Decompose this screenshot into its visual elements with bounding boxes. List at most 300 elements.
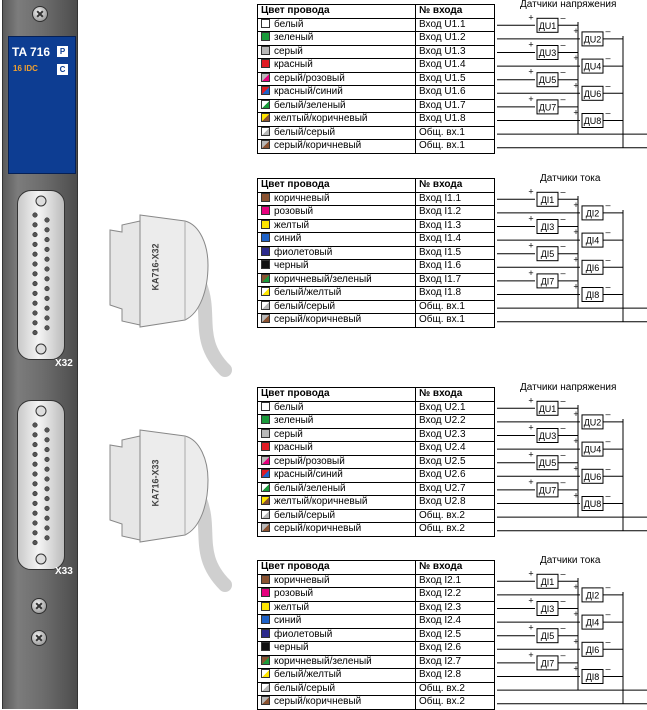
badge-p: P	[57, 46, 68, 57]
wire-color-label: белый/серый	[274, 682, 336, 694]
table-row	[258, 509, 495, 523]
sensor-label: ДU8	[583, 116, 602, 126]
table-row	[258, 260, 495, 274]
wire-color-swatch	[261, 127, 270, 136]
wire-color-label: серый/коричневый	[274, 696, 362, 708]
wire-color-swatch	[261, 59, 270, 68]
table-row	[258, 628, 495, 642]
cable-x32-drawing	[100, 205, 250, 375]
sensor-plus: +	[528, 93, 534, 104]
sensor-label: ДU7	[538, 102, 557, 113]
wire-color-label: желтый	[274, 601, 310, 613]
sensor-plus: +	[573, 107, 579, 118]
connector-pin	[33, 521, 38, 526]
wire-color-cell	[258, 287, 416, 301]
sensor-plus: +	[528, 186, 534, 197]
wire-color-cell	[258, 628, 416, 642]
sensor-minus: –	[560, 476, 566, 487]
header-wire-color: Цвет провода	[258, 179, 416, 193]
sensor-label: ДI3	[540, 604, 555, 614]
sensor-group-title: Датчики напряжения	[520, 0, 617, 10]
header-input-number: № входа	[416, 561, 495, 575]
sensor-minus: –	[605, 609, 611, 620]
input-number-cell: Вход U2.8	[416, 496, 495, 510]
sensor-plus: +	[528, 267, 534, 278]
connector-pin	[45, 477, 50, 482]
connector-pin	[33, 452, 38, 457]
connector-pin	[45, 457, 50, 462]
table-row	[258, 273, 495, 287]
connector-pin	[33, 242, 38, 247]
mounting-hole	[36, 196, 46, 206]
wire-color-cell	[258, 140, 416, 154]
wire-color-label: желтый/коричневый	[274, 113, 368, 125]
connector-pin	[33, 291, 38, 296]
wire-color-label: синий	[274, 233, 302, 245]
input-number-cell: Вход U1.2	[416, 32, 495, 46]
table-row	[258, 428, 495, 442]
sensor-plus: +	[528, 12, 534, 23]
connector-pin	[33, 531, 38, 536]
wire-color-cell	[258, 59, 416, 73]
sensor-minus: –	[605, 80, 611, 91]
wire-color-swatch	[261, 193, 270, 202]
wire-color-cell	[258, 233, 416, 247]
input-number-cell: Вход U1.6	[416, 86, 495, 100]
sensor-minus: –	[605, 636, 611, 647]
connector-pin	[45, 438, 50, 443]
wire-color-label: желтый	[274, 219, 310, 231]
connector-pin	[33, 272, 38, 277]
wire-color-label: белый	[274, 18, 304, 30]
wire-color-label: белый/серый	[274, 509, 336, 521]
sensor-minus: –	[560, 595, 566, 606]
sensor-label: ДU2	[583, 417, 602, 428]
connector-pin	[45, 536, 50, 541]
wire-color-cell	[258, 246, 416, 260]
sensor-label: ДI3	[540, 222, 555, 232]
wire-color-cell	[258, 469, 416, 483]
wire-color-swatch	[261, 602, 270, 611]
sensor-minus: –	[560, 649, 566, 660]
connector-pin	[33, 423, 38, 428]
sensor-group-title: Датчики напряжения	[520, 382, 617, 393]
input-number-cell: Вход I1.3	[416, 219, 495, 233]
sensor-minus: –	[605, 25, 611, 36]
connector-pin	[33, 311, 38, 316]
wire-color-swatch	[261, 32, 270, 41]
wire-color-label: коричневый/зеленый	[274, 273, 372, 285]
input-number-cell: Общ. вх.2	[416, 523, 495, 537]
sensor-label: ДU4	[583, 444, 602, 455]
wire-color-swatch	[261, 656, 270, 665]
wire-color-swatch	[261, 696, 270, 705]
wire-color-cell	[258, 86, 416, 100]
connector-pin	[33, 232, 38, 237]
sensor-plus: +	[528, 39, 534, 50]
sensor-minus: –	[605, 53, 611, 64]
header-input-number: № входа	[416, 179, 495, 193]
sensor-minus: –	[560, 93, 566, 104]
sensor-label: ДI2	[585, 590, 600, 601]
wire-color-swatch	[261, 415, 270, 424]
wire-color-cell	[258, 588, 416, 602]
sensor-wiring-diagram	[497, 560, 647, 710]
sensor-plus: +	[573, 663, 579, 674]
table-row	[258, 682, 495, 696]
sensor-label: ДU7	[538, 485, 557, 496]
input-number-cell: Вход I2.8	[416, 669, 495, 683]
input-number-cell: Вход U2.3	[416, 428, 495, 442]
sensor-label: ДI6	[585, 644, 600, 655]
sensor-minus: –	[605, 107, 611, 118]
input-number-cell: Вход U2.5	[416, 455, 495, 469]
wire-color-cell	[258, 415, 416, 429]
input-number-cell: Вход I2.2	[416, 588, 495, 602]
input-number-cell: Вход I2.4	[416, 615, 495, 629]
sensor-label: ДI7	[540, 658, 555, 669]
wire-color-label: серый	[274, 428, 303, 440]
input-number-cell: Общ. вх.2	[416, 696, 495, 710]
wire-color-cell	[258, 113, 416, 127]
wire-color-label: белый	[274, 401, 304, 413]
sensor-wiring-diagram	[497, 4, 647, 154]
connector-pin	[45, 228, 50, 233]
wire-color-cell	[258, 32, 416, 46]
wire-color-swatch	[261, 588, 270, 597]
input-number-cell: Вход I1.8	[416, 287, 495, 301]
connector-pin	[33, 511, 38, 516]
wire-color-cell	[258, 455, 416, 469]
sensor-minus: –	[605, 463, 611, 474]
wire-color-cell	[258, 642, 416, 656]
wire-color-cell	[258, 696, 416, 710]
wire-color-label: черный	[274, 260, 309, 272]
module-panel	[2, 0, 78, 709]
wire-color-label: фиолетовый	[274, 246, 333, 258]
table-row	[258, 615, 495, 629]
connector-pin	[33, 252, 38, 257]
wire-table	[257, 560, 495, 710]
connector-pin	[33, 433, 38, 438]
input-number-cell: Вход U1.5	[416, 72, 495, 86]
sensor-label: ДU2	[583, 34, 602, 45]
sensor-label: ДI1	[540, 194, 555, 205]
input-number-cell: Вход I2.3	[416, 601, 495, 615]
sensor-label: ДU8	[583, 499, 602, 509]
wire-color-cell	[258, 260, 416, 274]
wire-color-cell	[258, 273, 416, 287]
sensor-minus: –	[560, 186, 566, 197]
table-row	[258, 642, 495, 656]
cable-x33-label: KA716-X33	[150, 459, 161, 507]
wire-color-label: зеленый	[274, 415, 314, 427]
wire-color-swatch	[261, 615, 270, 624]
wire-color-label: коричневый	[274, 192, 330, 204]
sensor-plus: +	[573, 436, 579, 447]
wire-color-cell	[258, 314, 416, 328]
table-row	[258, 496, 495, 510]
wire-color-swatch	[261, 220, 270, 229]
input-number-cell: Общ. вх.1	[416, 314, 495, 328]
wire-color-label: белый/желтый	[274, 287, 342, 299]
sensor-minus: –	[560, 12, 566, 23]
sensor-wiring-diagram	[497, 387, 647, 537]
sensor-label: ДI6	[585, 262, 600, 273]
table-row	[258, 140, 495, 154]
sensor-plus: +	[573, 254, 579, 265]
connector-pin	[45, 237, 50, 242]
table-row	[258, 482, 495, 496]
connector-pin	[33, 482, 38, 487]
wire-color-cell	[258, 219, 416, 233]
wire-color-cell	[258, 428, 416, 442]
table-row	[258, 314, 495, 328]
wire-color-cell	[258, 655, 416, 669]
sensor-plus: +	[528, 649, 534, 660]
wire-color-cell	[258, 206, 416, 220]
sensor-minus: –	[560, 568, 566, 579]
wire-color-swatch	[261, 483, 270, 492]
wire-table	[257, 178, 495, 328]
input-number-cell: Общ. вх.1	[416, 126, 495, 140]
connector-pin	[45, 506, 50, 511]
sensor-label: ДI2	[585, 208, 600, 219]
wire-color-cell	[258, 99, 416, 113]
table-row	[258, 601, 495, 615]
wire-color-label: серый/коричневый	[274, 314, 362, 326]
table-row	[258, 696, 495, 710]
wire-table	[257, 387, 495, 537]
connector-pin	[45, 286, 50, 291]
sensor-minus: –	[560, 240, 566, 251]
wire-color-label: черный	[274, 642, 309, 654]
connector-pin	[33, 330, 38, 335]
input-number-cell: Вход I1.5	[416, 246, 495, 260]
table-row	[258, 233, 495, 247]
wire-color-label: серый/коричневый	[274, 140, 362, 152]
wire-color-cell	[258, 45, 416, 59]
input-number-cell: Вход U1.4	[416, 59, 495, 73]
wire-color-label: красный/синий	[274, 86, 343, 98]
cable-x33-drawing	[100, 420, 250, 590]
module-model: TA 716	[12, 45, 51, 59]
input-number-cell: Вход U2.4	[416, 442, 495, 456]
header-wire-color: Цвет провода	[258, 5, 416, 19]
sensor-plus: +	[573, 636, 579, 647]
input-number-cell: Вход I1.2	[416, 206, 495, 220]
connector-pin	[45, 487, 50, 492]
sensor-label: ДU6	[583, 471, 602, 482]
wire-color-swatch	[261, 429, 270, 438]
wire-color-cell	[258, 496, 416, 510]
sensor-plus: +	[528, 568, 534, 579]
table-row	[258, 455, 495, 469]
wire-color-label: белый/зеленый	[274, 99, 346, 111]
wire-color-swatch	[261, 274, 270, 283]
input-number-cell: Вход U2.1	[416, 401, 495, 415]
wire-color-swatch	[261, 140, 270, 149]
wire-color-label: серый/коричневый	[274, 523, 362, 535]
cable-x32-label: KA716-X32	[150, 243, 161, 291]
sensor-label: ДU1	[538, 20, 557, 31]
table-row	[258, 287, 495, 301]
sensor-minus: –	[605, 490, 611, 501]
table-header-row	[258, 179, 495, 193]
input-number-cell: Вход U2.7	[416, 482, 495, 496]
sensor-minus: –	[560, 267, 566, 278]
sensor-plus: +	[528, 622, 534, 633]
wire-color-label: белый/желтый	[274, 669, 342, 681]
table-row	[258, 99, 495, 113]
sensor-label: ДI4	[585, 617, 600, 628]
wire-color-label: зеленый	[274, 32, 314, 44]
connector-pin	[33, 442, 38, 447]
table-row	[258, 206, 495, 220]
table-row	[258, 246, 495, 260]
input-number-cell: Вход U2.6	[416, 469, 495, 483]
wire-color-label: желтый/коричневый	[274, 496, 368, 508]
sensor-minus: –	[605, 408, 611, 419]
connector-pin	[33, 491, 38, 496]
sensor-label: ДI8	[585, 290, 600, 300]
input-number-cell: Вход I2.7	[416, 655, 495, 669]
wire-color-swatch	[261, 113, 270, 122]
wire-color-cell	[258, 669, 416, 683]
sensor-label: ДI7	[540, 276, 555, 287]
input-number-cell: Вход I1.7	[416, 273, 495, 287]
wire-color-cell	[258, 18, 416, 32]
input-number-cell: Вход U2.2	[416, 415, 495, 429]
connector-pin	[33, 462, 38, 467]
wire-color-swatch	[261, 73, 270, 82]
sensor-plus: +	[573, 199, 579, 210]
sensor-minus: –	[605, 199, 611, 210]
sensor-minus: –	[605, 254, 611, 265]
wire-color-swatch	[261, 233, 270, 242]
connector-x33-pins	[18, 401, 64, 569]
connector-pin	[45, 218, 50, 223]
wire-color-label: синий	[274, 615, 302, 627]
wire-color-label: белый/серый	[274, 126, 336, 138]
connector-x33	[17, 400, 65, 570]
connector-pin	[33, 321, 38, 326]
table-header-row	[258, 388, 495, 402]
sensor-label: ДI1	[540, 576, 555, 587]
wire-color-cell	[258, 509, 416, 523]
table-row	[258, 86, 495, 100]
mounting-hole	[36, 554, 46, 564]
input-number-cell: Вход U1.1	[416, 18, 495, 32]
wire-color-label: розовый	[274, 206, 314, 218]
table-header-row	[258, 5, 495, 19]
wire-color-swatch	[261, 523, 270, 532]
sensor-minus: –	[605, 663, 611, 674]
wire-color-swatch	[261, 683, 270, 692]
wire-table	[257, 4, 495, 154]
sensor-minus: –	[605, 436, 611, 447]
input-number-cell: Общ. вх.1	[416, 140, 495, 154]
badge-c: C	[57, 64, 68, 75]
connector-pin	[33, 223, 38, 228]
screw-bottom	[31, 598, 47, 614]
table-row	[258, 32, 495, 46]
wire-color-swatch	[261, 402, 270, 411]
table-row	[258, 669, 495, 683]
input-number-cell: Вход I1.6	[416, 260, 495, 274]
sensor-plus: +	[528, 595, 534, 606]
wire-color-swatch	[261, 19, 270, 28]
wire-color-swatch	[261, 669, 270, 678]
connector-pin	[45, 467, 50, 472]
sensor-plus: +	[528, 449, 534, 460]
table-row	[258, 113, 495, 127]
sensor-wiring-diagram	[497, 178, 647, 328]
wire-color-swatch	[261, 510, 270, 519]
connector-x32-pins	[18, 191, 64, 359]
sensor-plus: +	[528, 395, 534, 406]
table-row	[258, 192, 495, 206]
table-row	[258, 18, 495, 32]
sensor-minus: –	[560, 449, 566, 460]
header-input-number: № входа	[416, 388, 495, 402]
header-wire-color: Цвет провода	[258, 561, 416, 575]
sensor-label: ДI8	[585, 672, 600, 682]
connector-pin	[33, 262, 38, 267]
connector-pin	[33, 301, 38, 306]
input-number-cell: Общ. вх.2	[416, 509, 495, 523]
wire-color-swatch	[261, 46, 270, 55]
connector-pin	[45, 326, 50, 331]
sensor-label: ДU5	[538, 458, 557, 469]
sensor-minus: –	[560, 395, 566, 406]
sensor-plus: +	[573, 53, 579, 64]
sensor-plus: +	[573, 80, 579, 91]
wire-color-swatch	[261, 575, 270, 584]
input-number-cell: Общ. вх.1	[416, 300, 495, 314]
sensor-minus: –	[560, 622, 566, 633]
wire-color-swatch	[261, 469, 270, 478]
wire-color-label: красный/синий	[274, 469, 343, 481]
connector-pin	[45, 428, 50, 433]
screw-bottom-2	[31, 630, 47, 646]
wire-color-swatch	[261, 206, 270, 215]
table-row	[258, 45, 495, 59]
sensor-minus: –	[560, 422, 566, 433]
sensor-plus: +	[573, 408, 579, 419]
wire-color-swatch	[261, 314, 270, 323]
connector-pin	[33, 281, 38, 286]
sensor-plus: +	[528, 240, 534, 251]
sensor-plus: +	[573, 609, 579, 620]
wire-color-cell	[258, 72, 416, 86]
input-number-cell: Вход U1.3	[416, 45, 495, 59]
wire-color-label: серый/розовый	[274, 72, 345, 84]
table-row	[258, 588, 495, 602]
sensor-minus: –	[560, 39, 566, 50]
connector-pin	[45, 257, 50, 262]
sensor-label: ДI5	[540, 249, 555, 260]
mounting-hole	[36, 406, 46, 416]
table-row	[258, 442, 495, 456]
table-row	[258, 126, 495, 140]
wire-color-label: коричневый	[274, 574, 330, 586]
connector-pin	[33, 213, 38, 218]
connector-pin	[45, 316, 50, 321]
table-header-row	[258, 561, 495, 575]
table-row	[258, 300, 495, 314]
sensor-plus: +	[573, 463, 579, 474]
